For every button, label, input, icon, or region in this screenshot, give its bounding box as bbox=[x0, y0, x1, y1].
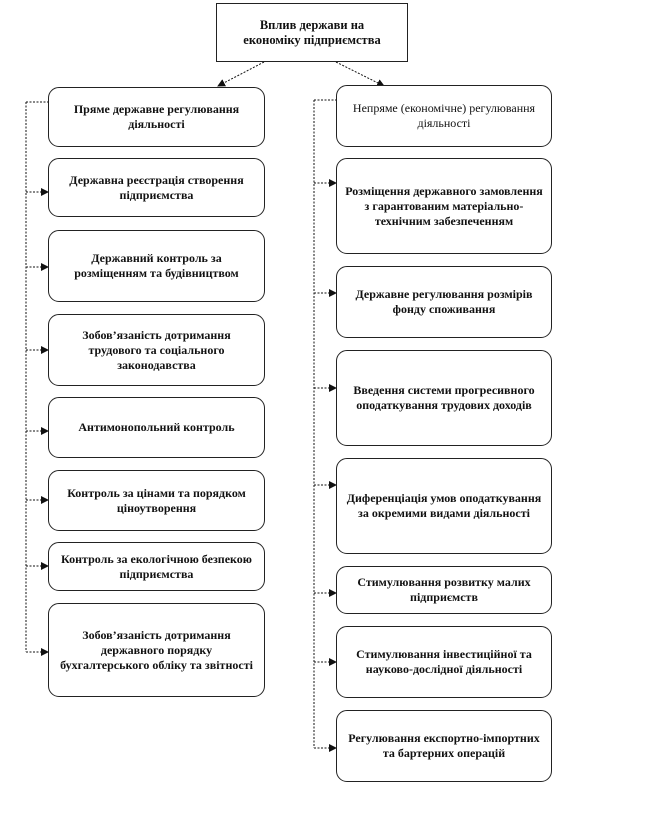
left-item-2 bbox=[48, 230, 265, 302]
right-item-7-text: Регулювання експортно-імпортних та бартерних операцій bbox=[348, 731, 540, 760]
left-item-6-text: Контроль за екологічною безпекою підприємства bbox=[61, 551, 252, 581]
left-header-box bbox=[48, 87, 265, 147]
left-item-6 bbox=[48, 542, 265, 591]
right-item-4 bbox=[336, 458, 552, 554]
left-item-7-text: Зобов’язаність дотримання державного порядку бухгалтерського обліку та звітності bbox=[60, 627, 253, 672]
arrow-root-to-right bbox=[336, 62, 384, 86]
root-text: Вплив держави на економіку підприємства bbox=[243, 17, 381, 47]
right-item-5-text: Стимулювання розвитку малих підприємств bbox=[357, 575, 531, 604]
root-box bbox=[216, 3, 408, 62]
left-item-7 bbox=[48, 603, 265, 697]
right-item-3 bbox=[336, 350, 552, 446]
right-item-1 bbox=[336, 158, 552, 254]
right-item-2 bbox=[336, 266, 552, 338]
left-item-2-text: Державний контроль за розміщенням та будівництвом bbox=[74, 251, 239, 280]
right-item-1-text: Розміщення державного замовлення з гарантованим матеріально-технічним забезпеченням bbox=[345, 183, 543, 228]
left-header-text: Пряме державне регулювання діяльності bbox=[73, 102, 240, 131]
right-item-6 bbox=[336, 626, 552, 698]
left-item-5 bbox=[48, 470, 265, 531]
left-item-1-text: Державна реєстрація створення підприємства bbox=[69, 172, 244, 202]
right-item-2-text: Державне регулювання розмірів фонду споживання bbox=[355, 287, 533, 316]
right-item-4-text: Диференціація умов оподаткування за окремими видами діяльності bbox=[346, 491, 542, 520]
left-item-3 bbox=[48, 314, 265, 386]
left-item-4-text: Антимонопольний контроль bbox=[78, 420, 235, 434]
right-item-7 bbox=[336, 710, 552, 782]
right-item-3-text: Введення системи прогресивного оподаткування трудових доходів bbox=[353, 383, 535, 412]
left-item-5-text: Контроль за цінами та порядком ціноутворення bbox=[67, 485, 246, 515]
left-item-1 bbox=[48, 158, 265, 217]
right-header-text: Непряме (економічне) регулювання діяльності bbox=[352, 101, 536, 130]
right-header-box bbox=[336, 85, 552, 147]
arrow-root-to-left bbox=[218, 62, 264, 86]
left-item-4 bbox=[48, 397, 265, 458]
right-item-5 bbox=[336, 566, 552, 614]
left-item-3-text: Зобов’язаність дотримання трудового та соціального законодавства bbox=[82, 327, 231, 372]
right-item-6-text: Стимулювання інвестиційної та науково-дослідної діяльності bbox=[356, 647, 532, 676]
